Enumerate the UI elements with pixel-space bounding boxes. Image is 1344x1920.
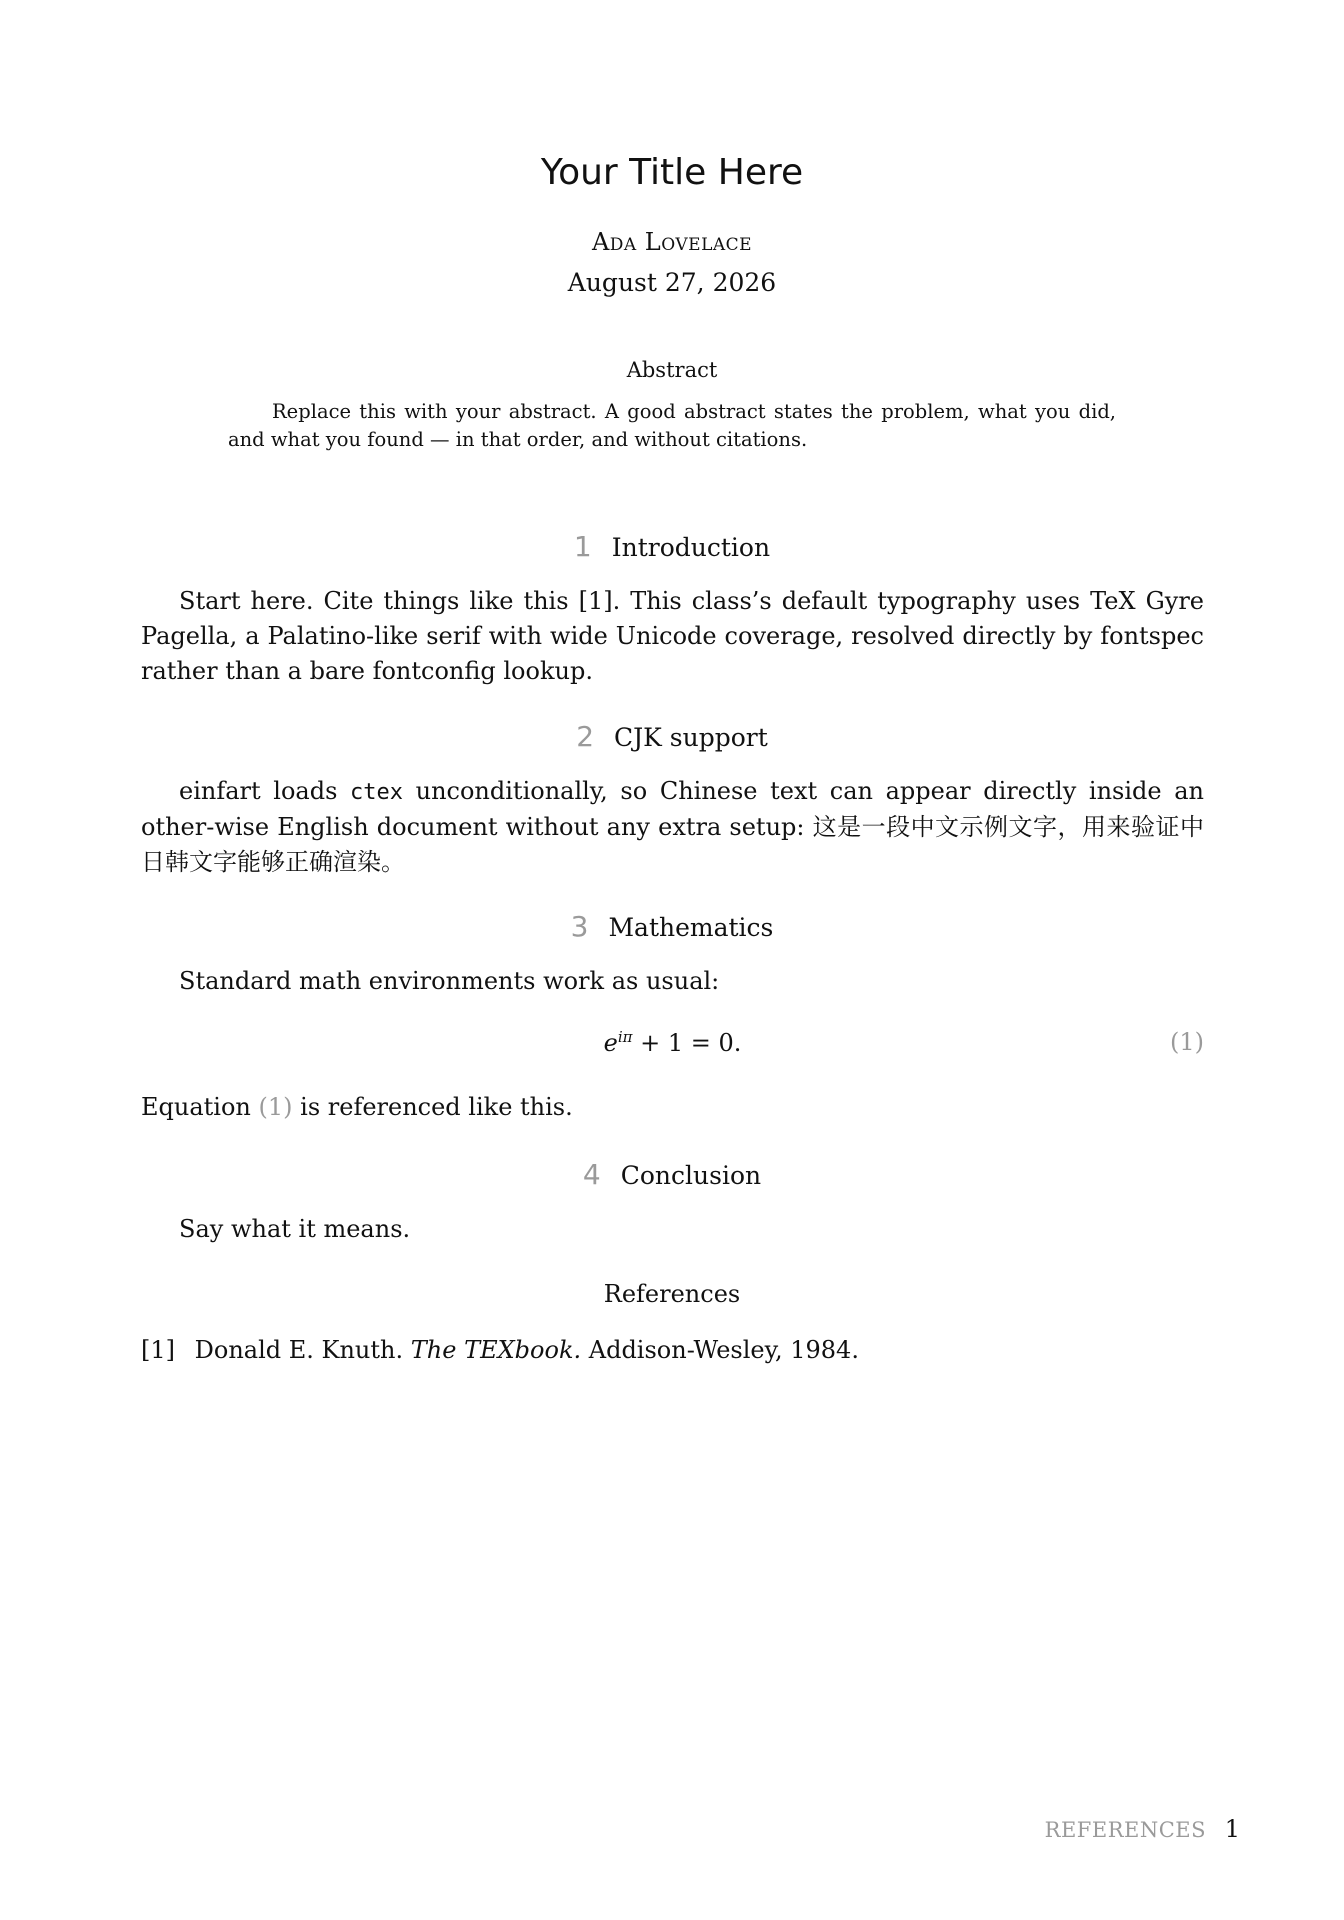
equation-rest: + 1 = 0. [632, 1029, 742, 1057]
reference-item [141, 1336, 1204, 1364]
reference-publisher: Addison-Wesley, 1984. [588, 1336, 859, 1364]
section-heading-introduction [0, 530, 1344, 563]
equation-reference-paragraph [141, 1090, 1204, 1125]
eqref-text-end: is referenced like this. [292, 1093, 573, 1121]
section-title: Introduction [611, 533, 771, 562]
section-number: 4 [582, 1158, 601, 1191]
reference-author: Donald E. Knuth. [194, 1336, 404, 1364]
equation-row [141, 1028, 1204, 1068]
abstract-text: Replace this with your abstract. A good abstract states the problem, what you did, and what you found — in that order, and without citations. [228, 400, 1116, 451]
section-number: 1 [573, 530, 592, 563]
conclusion-paragraph: Say what it means. [179, 1215, 411, 1243]
reference-title: The TEXbook. [410, 1336, 582, 1364]
intro-text-end: . This class’s default typography uses TeX Gyre Pagella, a Palatino-like serif with wide Unicode coverage, resolved directly by fontspec rather than a bare fontconfig lookup. [141, 587, 1204, 685]
section-heading-conclusion [0, 1158, 1344, 1191]
equation-exponent: iπ [617, 1028, 633, 1046]
paper-title: Your Title Here [540, 152, 804, 193]
section-title: CJK support [614, 723, 768, 752]
author-name: Ada Lovelace [591, 228, 753, 256]
cjk-text-end: unconditionally, so Chinese text can appear directly inside an other-wise English document without any extra setup: 这是一段中文示例文字，用来验证中日韩文字能够正确渲染。 [141, 777, 1204, 876]
cjk-paragraph [141, 774, 1204, 880]
section-title: Mathematics [608, 913, 774, 942]
inline-code: ctex [350, 780, 403, 805]
equation-number: (1) [1170, 1028, 1204, 1056]
reference-label: [1] [141, 1336, 175, 1364]
references-heading: References [603, 1280, 741, 1308]
abstract-heading: Abstract [626, 358, 718, 382]
eqref-text-start: Equation [141, 1093, 259, 1121]
introduction-paragraph [141, 584, 1204, 689]
paper-date: August 27, 2026 [567, 268, 777, 297]
section-title: Conclusion [620, 1161, 762, 1190]
section-number: 2 [576, 720, 595, 753]
cjk-text-start: einfart loads [179, 777, 351, 805]
intro-text-start: Start here. Cite things like this [179, 587, 579, 615]
equation-reference-link[interactable]: (1) [258, 1093, 293, 1121]
section-heading-cjk [0, 720, 1344, 753]
equation-base: e [603, 1029, 618, 1057]
citation-link[interactable]: [1] [578, 587, 613, 615]
page-number: 1 [1224, 1815, 1240, 1843]
running-head: REFERENCES [1044, 1818, 1206, 1842]
section-heading-mathematics [0, 910, 1344, 943]
display-equation [141, 1028, 1204, 1057]
math-intro-paragraph: Standard math environments work as usual: [179, 967, 720, 995]
section-number: 3 [570, 910, 589, 943]
